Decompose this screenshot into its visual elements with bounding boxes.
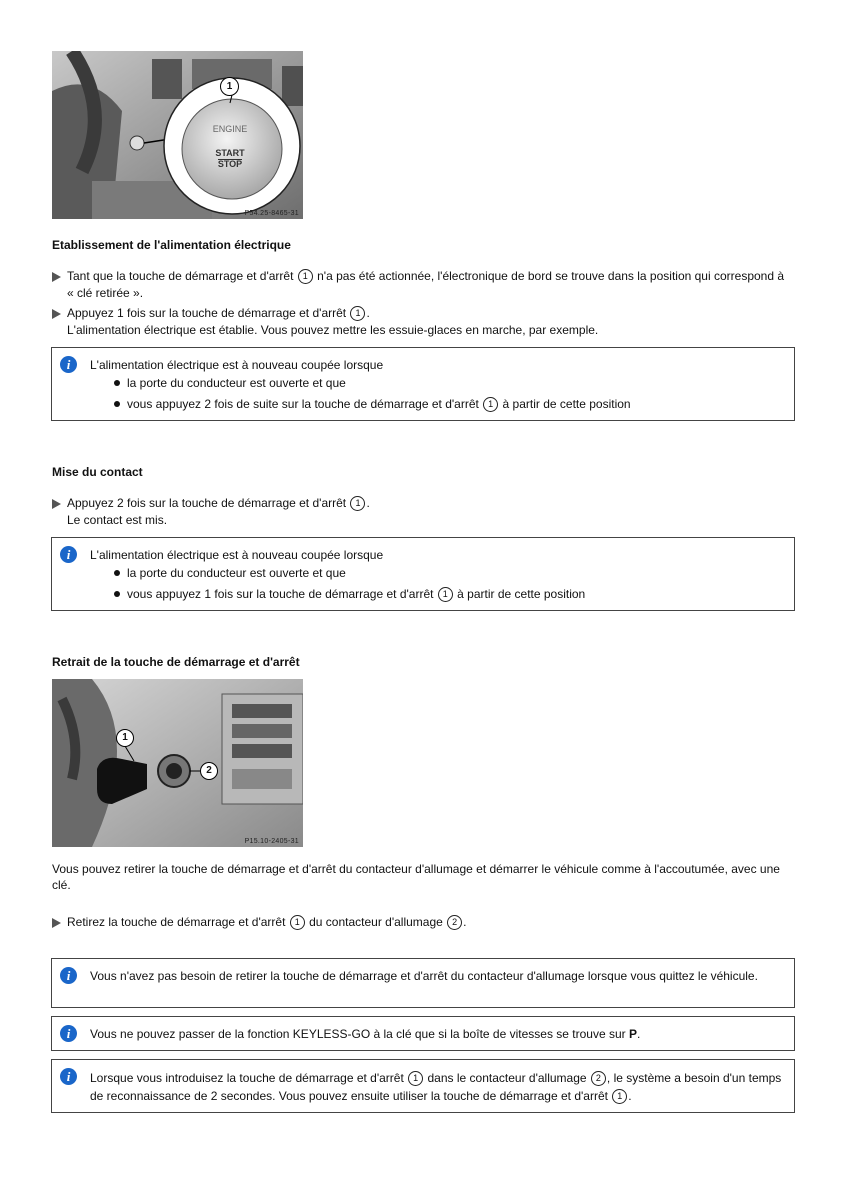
ref-1-icon: 1 (483, 397, 498, 412)
note-intro: L'alimentation électrique est à nouveau coupée lorsque (90, 358, 384, 372)
step-text: Tant que la touche de démarrage et d'arrêt (67, 269, 294, 283)
note-text: Vous n'avez pas besoin de retirer la touche de démarrage et d'arrêt du contacteur d'allumage lorsque vous quittez le véhicule. (90, 969, 758, 983)
note-text-part: Vous ne pouvez passer de la fonction KEYLESS-GO à la clé que si la boîte de vitesses se trouve sur (90, 1027, 626, 1041)
info-note-keyless (51, 1016, 795, 1051)
ref-1-icon: 1 (350, 496, 365, 511)
bullet-text: la porte du conducteur est ouverte et que (127, 376, 346, 390)
start-label: START (215, 148, 245, 158)
note-text-part: . (628, 1089, 632, 1103)
bullet-text: vous appuyez 2 fois de suite sur la touche de démarrage et d'arrêt (127, 397, 479, 411)
ref-1-icon: 1 (408, 1071, 423, 1086)
info-icon: i (60, 356, 77, 373)
ref-1-icon: 1 (350, 306, 365, 321)
start-stop-divider (218, 159, 242, 160)
note-bullet (127, 586, 784, 602)
step-arrow-icon (52, 918, 61, 928)
ref-1-icon: 1 (612, 1089, 627, 1104)
note-text-part: dans le contacteur d'allumage (427, 1071, 587, 1085)
step-text: n'a pas été actionnée, l'électronique de bord se trouve dans la position qui correspond à « clé retirée ». (67, 269, 785, 300)
ref-1-icon: 1 (290, 915, 305, 930)
ignition-lock-figure (52, 679, 303, 847)
ref-1-icon: 1 (438, 587, 453, 602)
ref-2-icon: 2 (591, 1071, 606, 1086)
note-text (90, 1069, 784, 1105)
info-note-ignition (51, 537, 795, 611)
bullet-text: la porte du conducteur est ouverte et que (127, 566, 346, 580)
note-text-part: Lorsque vous introduisez la touche de démarrage et d'arrêt (90, 1071, 404, 1085)
engine-start-illustration (52, 51, 303, 219)
step-text: du contacteur d'allumage (309, 915, 443, 929)
step-result: L'alimentation électrique est établie. Vous pouvez mettre les essuie-glaces en marche, par exemple. (67, 323, 599, 337)
ref-1-icon: 1 (298, 269, 313, 284)
figure-id: P15.10-2405-31 (244, 838, 299, 845)
step-removal (52, 914, 792, 931)
bullet-text: vous appuyez 1 fois sur la touche de démarrage et d'arrêt (127, 587, 434, 601)
step-text: . (366, 306, 370, 320)
bullet-text: à partir de cette position (457, 587, 586, 601)
removal-intro: Vous pouvez retirer la touche de démarrage et d'arrêt du contacteur d'allumage et démarrer le véhicule comme à l'accoutumée, avec une clé. (52, 862, 780, 892)
step-arrow-icon (52, 499, 61, 509)
figure-id: P54.25-8465-31 (244, 210, 299, 217)
bullet-icon (114, 380, 120, 386)
ref-2-icon: 2 (447, 915, 462, 930)
step-arrow-icon (52, 272, 61, 282)
section-heading-ignition: Mise du contact (52, 465, 143, 479)
info-note-power (51, 347, 795, 421)
note-bullet (127, 375, 784, 391)
note-intro: L'alimentation électrique est à nouveau coupée lorsque (90, 548, 384, 562)
step-text: . (463, 915, 467, 929)
step-text: Retirez la touche de démarrage et d'arrêt (67, 915, 286, 929)
bullet-icon (114, 591, 120, 597)
engine-label: ENGINE (212, 124, 248, 134)
note-text-part: , le système a besoin d'un temps de reconnaissance de 2 secondes. Vous pouvez ensuite utiliser la touche de démarrage et d'arrêt (90, 1071, 782, 1103)
info-icon: i (60, 546, 77, 563)
note-text (90, 1026, 784, 1042)
step-ignition-1 (52, 495, 792, 529)
gear-position: P (628, 1027, 637, 1041)
note-text-part: . (637, 1027, 641, 1041)
step-text: Appuyez 1 fois sur la touche de démarrage et d'arrêt (67, 306, 347, 320)
bullet-icon (114, 401, 120, 407)
info-icon: i (60, 1068, 77, 1085)
info-note-insert (51, 1059, 795, 1113)
info-icon: i (60, 1025, 77, 1042)
info-icon: i (60, 967, 77, 984)
callout-1: 1 (220, 77, 239, 96)
section-heading-power: Etablissement de l'alimentation électrique (52, 238, 291, 252)
stop-label: STOP (217, 159, 243, 169)
step-text: Appuyez 2 fois sur la touche de démarrage et d'arrêt (67, 496, 347, 510)
ignition-lock-illustration (52, 679, 303, 847)
bullet-text: à partir de cette position (502, 397, 631, 411)
info-note-removal-1 (51, 958, 795, 1008)
section-heading-removal: Retrait de la touche de démarrage et d'arrêt (52, 655, 300, 669)
callout-1: 1 (116, 729, 134, 747)
step-arrow-icon (52, 309, 61, 319)
bullet-icon (114, 570, 120, 576)
step-power-1 (52, 268, 792, 302)
note-bullet (127, 396, 784, 412)
step-text: . (366, 496, 370, 510)
note-bullet (127, 565, 784, 581)
step-result: Le contact est mis. (67, 513, 168, 527)
step-power-2 (52, 305, 792, 339)
callout-2: 2 (200, 762, 218, 780)
engine-start-button-figure (52, 51, 303, 219)
